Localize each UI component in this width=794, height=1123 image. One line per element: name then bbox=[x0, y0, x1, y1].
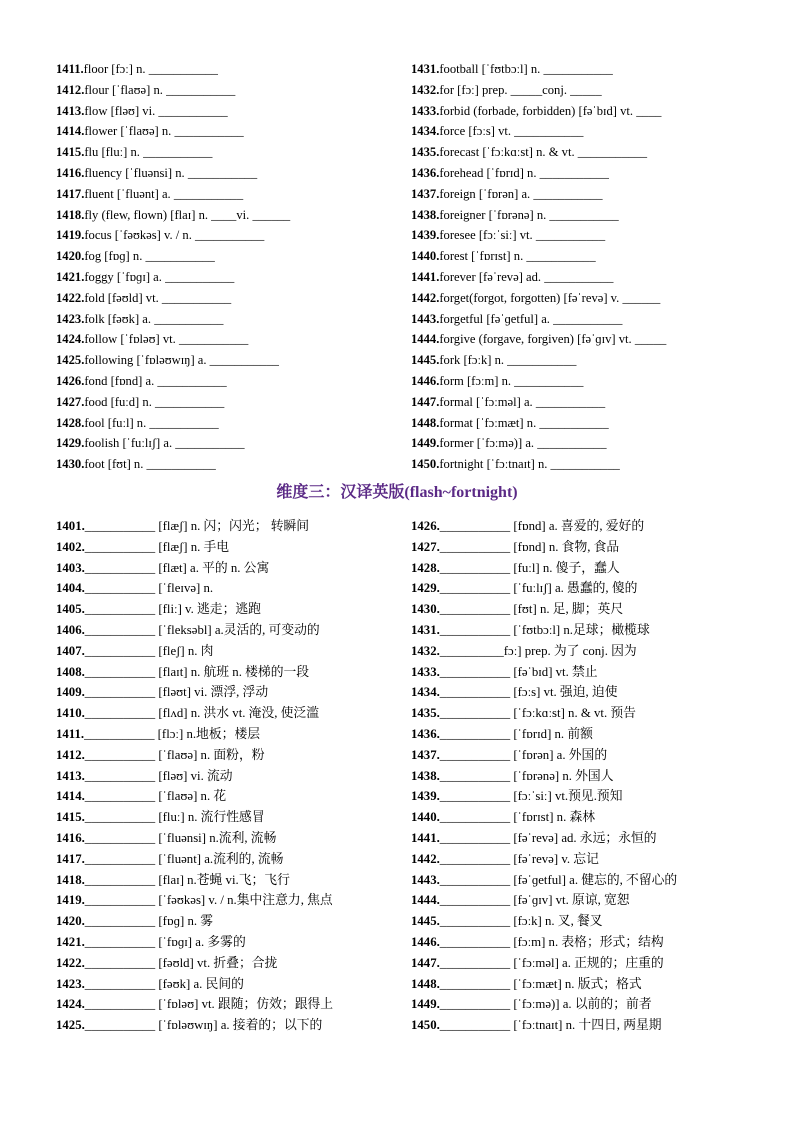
entry-text: fortnight [ˈfɔːtnaɪt] n. ___________ bbox=[439, 457, 620, 472]
entry-number: 1447. bbox=[411, 955, 440, 970]
vocab-entry bbox=[56, 1015, 333, 1036]
vocab-entry bbox=[56, 662, 333, 683]
entry-number: 1437. bbox=[411, 747, 440, 762]
entry-text: ___________ [ˈflaʊə] n. 面粉，粉 bbox=[84, 747, 265, 762]
entry-number: 1441. bbox=[411, 269, 440, 284]
vocab-entry bbox=[411, 454, 666, 475]
entry-text: ___________ [fəˈbɪd] vt. 禁止 bbox=[439, 664, 598, 679]
entry-text: ___________ [fəˈrevə] ad. 永远；永恒的 bbox=[439, 830, 657, 845]
entry-number: 1445. bbox=[411, 914, 440, 929]
entry-text: ___________ [ˈfɔːtnaɪt] n. 十四日, 两星期 bbox=[439, 1018, 662, 1033]
vocab-entry bbox=[56, 371, 290, 392]
entry-text: form [fɔːm] n. ___________ bbox=[439, 373, 584, 388]
entry-text: foresee [fɔːˈsiː] vt. ___________ bbox=[439, 228, 606, 243]
vocab-entry bbox=[56, 578, 333, 599]
vocab-entry bbox=[411, 516, 677, 537]
vocab-entry bbox=[56, 246, 290, 267]
entry-number: 1440. bbox=[411, 810, 440, 825]
entry-text: ___________ [flæt] a. 平的 n. 公寓 bbox=[84, 560, 270, 575]
entry-text: foolish [ˈfuːlɪʃ] a. ___________ bbox=[84, 436, 245, 451]
entry-text: ___________ [fɔːˈsiː] vt.预见.预知 bbox=[439, 789, 623, 804]
entry-text: foreign [ˈfɒrən] a. ___________ bbox=[439, 186, 603, 201]
vocab-entry bbox=[56, 142, 290, 163]
vocab-entry bbox=[411, 288, 666, 309]
entry-text: flower [ˈflaʊə] n. ___________ bbox=[84, 124, 244, 139]
entry-number: 1420. bbox=[56, 249, 85, 264]
vocab-entry bbox=[56, 329, 290, 350]
entry-text: following [ˈfɒləʊwɪŋ] a. ___________ bbox=[84, 353, 279, 368]
entry-number: 1416. bbox=[56, 165, 85, 180]
en-zh-column-left bbox=[56, 59, 290, 475]
vocab-entry bbox=[56, 849, 333, 870]
entry-number: 1419. bbox=[56, 893, 85, 908]
entry-number: 1450. bbox=[411, 457, 440, 472]
vocab-entry bbox=[411, 392, 666, 413]
entry-number: 1403. bbox=[56, 560, 85, 575]
vocab-entry bbox=[56, 413, 290, 434]
vocab-entry bbox=[56, 828, 333, 849]
entry-number: 1426. bbox=[56, 373, 85, 388]
entry-text: ___________ [fliː] v. 逃走；逃跑 bbox=[84, 602, 261, 617]
entry-number: 1438. bbox=[411, 768, 440, 783]
entry-text: forbid (forbade, forbidden) [fəˈbɪd] vt. ____ bbox=[439, 103, 662, 118]
vocab-entry bbox=[411, 932, 677, 953]
vocab-entry bbox=[56, 953, 333, 974]
entry-number: 1430. bbox=[56, 457, 85, 472]
entry-number: 1431. bbox=[411, 62, 440, 76]
entry-text: ___________ [ˈflaʊə] n. 花 bbox=[84, 789, 227, 804]
vocab-entry bbox=[411, 994, 677, 1015]
entry-number: 1429. bbox=[411, 581, 440, 596]
vocab-entry bbox=[56, 870, 333, 891]
vocab-entry bbox=[56, 225, 290, 246]
vocab-entry bbox=[411, 537, 677, 558]
entry-number: 1427. bbox=[56, 394, 85, 409]
vocab-entry bbox=[56, 890, 333, 911]
entry-number: 1415. bbox=[56, 145, 85, 160]
entry-text: ___________ [ˈfluənsi] n.流利, 流畅 bbox=[84, 830, 277, 845]
entry-number: 1428. bbox=[411, 560, 440, 575]
entry-number: 1419. bbox=[56, 228, 85, 243]
entry-number: 1424. bbox=[56, 332, 85, 347]
entry-text: ___________ [ˈfʊtbɔːl] n.足球；橄榄球 bbox=[439, 622, 650, 637]
vocab-entry bbox=[411, 641, 677, 662]
entry-number: 1446. bbox=[411, 934, 440, 949]
entry-number: 1433. bbox=[411, 664, 440, 679]
vocab-entry bbox=[56, 641, 333, 662]
vocab-entry bbox=[411, 59, 666, 80]
vocab-entry bbox=[56, 101, 290, 122]
vocab-entry bbox=[411, 724, 677, 745]
entry-text: ___________ [ˈfɔːmə)] a. 以前的；前者 bbox=[439, 997, 652, 1012]
entry-number: 1448. bbox=[411, 415, 440, 430]
entry-number: 1437. bbox=[411, 186, 440, 201]
entry-number: 1420. bbox=[56, 914, 85, 929]
vocab-entry bbox=[56, 558, 333, 579]
entry-number: 1440. bbox=[411, 249, 440, 264]
entry-text: ___________ [flæʃ] n. 手电 bbox=[84, 539, 230, 554]
vocab-entry bbox=[411, 745, 677, 766]
vocab-entry bbox=[56, 994, 333, 1015]
entry-text: ___________ [ˈfɒləʊ] vt. 跟随；仿效；跟得上 bbox=[84, 997, 334, 1012]
vocab-entry bbox=[56, 745, 333, 766]
entry-text: ___________ [ˈfɒrɪst] n. 森林 bbox=[439, 810, 596, 825]
vocab-entry bbox=[411, 1015, 677, 1036]
entry-text: ___________ [fleʃ] n. 肉 bbox=[84, 643, 214, 658]
vocab-entry bbox=[56, 121, 290, 142]
vocab-entry bbox=[56, 80, 290, 101]
entry-text: fond [fɒnd] a. ___________ bbox=[84, 373, 227, 388]
entry-text: football [ˈfʊtbɔːl] n. ___________ bbox=[439, 62, 613, 76]
entry-number: 1443. bbox=[411, 872, 440, 887]
entry-number: 1415. bbox=[56, 810, 85, 825]
vocab-entry bbox=[56, 350, 290, 371]
entry-text: ___________ [fɔːk] n. 叉, 餐叉 bbox=[439, 914, 603, 929]
vocab-entry bbox=[411, 578, 677, 599]
vocab-entry bbox=[411, 350, 666, 371]
entry-text: ___________ [fɒnd] n. 食物, 食品 bbox=[439, 539, 620, 554]
entry-number: 1428. bbox=[56, 415, 85, 430]
entry-text: ___________ [ˈfɒləʊwɪŋ] a. 接着的；以下的 bbox=[84, 1018, 323, 1033]
entry-text: foggy [ˈfɒɡɪ] a. ___________ bbox=[84, 269, 235, 284]
entry-text: ___________ [fluː] n. 流行性感冒 bbox=[84, 810, 265, 825]
vocab-entry bbox=[56, 163, 290, 184]
vocab-entry bbox=[411, 246, 666, 267]
vocab-entry bbox=[411, 828, 677, 849]
entry-text: floor [fɔː] n. ___________ bbox=[83, 62, 218, 76]
entry-number: 1423. bbox=[56, 311, 85, 326]
entry-number: 1429. bbox=[56, 436, 85, 451]
entry-text: ___________ [ˈfɔːməl] a. 正规的；庄重的 bbox=[439, 955, 664, 970]
vocab-entry bbox=[56, 184, 290, 205]
entry-text: ___________ [ˈfɒrən] a. 外国的 bbox=[439, 747, 608, 762]
entry-number: 1406. bbox=[56, 622, 85, 637]
entry-text: fold [fəʊld] vt. ___________ bbox=[84, 290, 232, 305]
entry-number: 1413. bbox=[56, 103, 85, 118]
entry-text: __________fɔː] prep. 为了 conj. 因为 bbox=[439, 643, 637, 658]
vocab-entry bbox=[56, 267, 290, 288]
vocab-entry bbox=[411, 267, 666, 288]
entry-text: fluent [ˈfluənt] a. ___________ bbox=[84, 186, 244, 201]
entry-number: 1408. bbox=[56, 664, 85, 679]
vocab-entry bbox=[56, 205, 290, 226]
entry-number: 1417. bbox=[56, 186, 85, 201]
vocab-entry bbox=[56, 59, 290, 80]
entry-text: formal [ˈfɔːməl] a. ___________ bbox=[439, 394, 606, 409]
vocab-entry bbox=[411, 974, 677, 995]
vocab-entry bbox=[411, 953, 677, 974]
entry-number: 1401. bbox=[56, 519, 85, 533]
entry-text: ___________ [flaɪt] n. 航班 n. 楼梯的一段 bbox=[84, 664, 310, 679]
vocab-entry bbox=[411, 413, 666, 434]
vocab-entry bbox=[411, 849, 677, 870]
entry-number: 1407. bbox=[56, 643, 85, 658]
entry-number: 1416. bbox=[56, 830, 85, 845]
entry-number: 1446. bbox=[411, 373, 440, 388]
entry-text: ___________ [flɔː] n.地板；楼层 bbox=[84, 726, 261, 741]
entry-text: flour [ˈflaʊə] n. ___________ bbox=[84, 82, 236, 97]
vocab-entry bbox=[56, 932, 333, 953]
vocab-entry bbox=[56, 911, 333, 932]
entry-text: ___________ [fɒɡ] n. 雾 bbox=[84, 914, 214, 929]
vocab-entry bbox=[411, 703, 677, 724]
vocab-entry bbox=[411, 205, 666, 226]
entry-number: 1430. bbox=[411, 602, 440, 617]
entry-text: ___________ [ˈfluənt] a.流利的, 流畅 bbox=[84, 851, 284, 866]
entry-number: 1423. bbox=[56, 976, 85, 991]
entry-text: fly (flew, flown) [flaɪ] n. ____vi. ______ bbox=[84, 207, 291, 222]
entry-text: ___________ [fɔːm] n. 表格；形式；结构 bbox=[439, 934, 664, 949]
entry-number: 1444. bbox=[411, 893, 440, 908]
entry-text: ___________ [flʌd] n. 洪水 vt. 淹没, 使泛滥 bbox=[84, 706, 320, 721]
entry-text: ___________ [fəʊk] a. 民间的 bbox=[84, 976, 244, 991]
entry-number: 1439. bbox=[411, 228, 440, 243]
vocab-entry bbox=[56, 392, 290, 413]
entry-number: 1425. bbox=[56, 353, 85, 368]
entry-text: ___________ [ˈfəʊkəs] v. / n.集中注意力, 焦点 bbox=[84, 893, 333, 908]
entry-text: ___________ [fʊt] n. 足, 脚；英尺 bbox=[439, 602, 624, 617]
vocab-entry bbox=[411, 911, 677, 932]
vocab-entry bbox=[56, 288, 290, 309]
entry-text: flow [fləʊ] vi. ___________ bbox=[84, 103, 228, 118]
entry-number: 1421. bbox=[56, 269, 85, 284]
entry-text: fluency [ˈfluənsi] n. ___________ bbox=[84, 165, 258, 180]
entry-text: follow [ˈfɒləʊ] vt. ___________ bbox=[84, 332, 249, 347]
entry-number: 1425. bbox=[56, 1018, 85, 1033]
entry-number: 1422. bbox=[56, 290, 85, 305]
vocab-entry bbox=[411, 807, 677, 828]
entry-number: 1442. bbox=[411, 290, 440, 305]
entry-number: 1410. bbox=[56, 706, 85, 721]
entry-text: forever [fəˈrevə] ad. ___________ bbox=[439, 269, 614, 284]
entry-number: 1418. bbox=[56, 872, 85, 887]
entry-text: flu [fluː] n. ___________ bbox=[84, 145, 213, 160]
entry-text: foot [fʊt] n. ___________ bbox=[84, 457, 216, 472]
entry-number: 1442. bbox=[411, 851, 440, 866]
vocab-entry bbox=[56, 537, 333, 558]
vocab-entry bbox=[411, 309, 666, 330]
entry-number: 1449. bbox=[411, 436, 440, 451]
entry-text: fork [fɔːk] n. ___________ bbox=[439, 353, 577, 368]
entry-number: 1431. bbox=[411, 622, 440, 637]
entry-text: ___________ [fləʊ] vi. 流动 bbox=[84, 768, 233, 783]
entry-number: 1412. bbox=[56, 82, 85, 97]
vocab-entry bbox=[411, 163, 666, 184]
entry-text: ___________ [ˈfɒrənə] n. 外国人 bbox=[439, 768, 614, 783]
entry-text: fog [fɒɡ] n. ___________ bbox=[84, 249, 215, 264]
vocab-entry bbox=[56, 433, 290, 454]
vocab-entry bbox=[411, 558, 677, 579]
entry-number: 1412. bbox=[56, 747, 85, 762]
entry-number: 1418. bbox=[56, 207, 85, 222]
entry-text: ___________ [ˈfuːlɪʃ] a. 愚蠢的, 傻的 bbox=[439, 581, 638, 596]
zh-en-column-right bbox=[411, 516, 677, 1036]
vocab-entry bbox=[56, 309, 290, 330]
vocab-entry bbox=[56, 807, 333, 828]
entry-text: foreigner [ˈfɒrənə] n. ___________ bbox=[439, 207, 619, 222]
entry-number: 1434. bbox=[411, 124, 440, 139]
entry-number: 1414. bbox=[56, 789, 85, 804]
vocab-entry bbox=[411, 766, 677, 787]
vocab-entry bbox=[56, 974, 333, 995]
entry-text: forest [ˈfɒrɪst] n. ___________ bbox=[439, 249, 596, 264]
entry-text: ___________ [ˈfɔːmæt] n. 版式；格式 bbox=[439, 976, 642, 991]
entry-text: forgive (forgave, forgiven) [fəˈɡɪv] vt. _____ bbox=[439, 332, 667, 347]
entry-number: 1432. bbox=[411, 643, 440, 658]
vocab-entry bbox=[411, 142, 666, 163]
entry-text: ___________ [fəʊld] vt. 折叠；合拢 bbox=[84, 955, 278, 970]
entry-text: food [fuːd] n. ___________ bbox=[84, 394, 225, 409]
entry-text: ___________ [fɔːs] vt. 强迫, 迫使 bbox=[439, 685, 618, 700]
vocab-entry bbox=[56, 620, 333, 641]
entry-number: 1417. bbox=[56, 851, 85, 866]
entry-number: 1404. bbox=[56, 581, 85, 596]
entry-number: 1432. bbox=[411, 82, 440, 97]
entry-number: 1433. bbox=[411, 103, 440, 118]
vocab-entry bbox=[411, 433, 666, 454]
entry-text: forecast [ˈfɔːkɑːst] n. & vt. ___________ bbox=[439, 145, 648, 160]
entry-number: 1445. bbox=[411, 353, 440, 368]
entry-text: ___________ [ˈfɒɡɪ] a. 多雾的 bbox=[84, 934, 246, 949]
entry-number: 1439. bbox=[411, 789, 440, 804]
entry-text: ___________ [ˈfleɪvə] n. bbox=[84, 581, 214, 596]
entry-text: force [fɔːs] vt. ___________ bbox=[439, 124, 584, 139]
vocab-entry bbox=[411, 121, 666, 142]
vocab-entry bbox=[56, 682, 333, 703]
entry-number: 1441. bbox=[411, 830, 440, 845]
entry-text: former [ˈfɔːmə)] a. ___________ bbox=[439, 436, 607, 451]
entry-number: 1450. bbox=[411, 1018, 440, 1033]
entry-number: 1447. bbox=[411, 394, 440, 409]
entry-number: 1424. bbox=[56, 997, 85, 1012]
zh-en-column-left bbox=[56, 516, 333, 1036]
vocab-entry bbox=[411, 371, 666, 392]
vocab-entry bbox=[411, 101, 666, 122]
entry-number: 1411. bbox=[56, 62, 84, 76]
entry-number: 1414. bbox=[56, 124, 85, 139]
entry-text: ___________ [ˈfleksəbl] a.灵活的, 可变动的 bbox=[84, 622, 320, 637]
entry-text: ___________ [fɒnd] a. 喜爱的, 爱好的 bbox=[439, 519, 645, 533]
entry-text: ___________ [fəˈɡetful] a. 健忘的, 不留心的 bbox=[439, 872, 678, 887]
vocab-entry bbox=[411, 620, 677, 641]
entry-number: 1426. bbox=[411, 519, 440, 533]
vocab-entry bbox=[56, 724, 333, 745]
entry-text: ___________ [flæʃ] n. 闪；闪光； 转瞬间 bbox=[84, 519, 310, 533]
entry-number: 1448. bbox=[411, 976, 440, 991]
entry-number: 1438. bbox=[411, 207, 440, 222]
vocab-entry bbox=[56, 454, 290, 475]
entry-text: forehead [ˈfɒrɪd] n. ___________ bbox=[439, 165, 609, 180]
entry-text: ___________ [flaɪ] n.苍蝇 vi.飞；飞行 bbox=[84, 872, 290, 887]
entry-number: 1436. bbox=[411, 726, 440, 741]
entry-text: for [fɔː] prep. _____conj. _____ bbox=[439, 82, 602, 97]
vocab-entry bbox=[411, 662, 677, 683]
vocab-entry bbox=[411, 329, 666, 350]
entry-text: forgetful [fəˈɡetful] a. ___________ bbox=[439, 311, 623, 326]
vocab-entry bbox=[411, 870, 677, 891]
entry-number: 1427. bbox=[411, 539, 440, 554]
entry-number: 1402. bbox=[56, 539, 85, 554]
entry-number: 1421. bbox=[56, 934, 85, 949]
entry-number: 1409. bbox=[56, 685, 85, 700]
entry-number: 1435. bbox=[411, 145, 440, 160]
entry-text: focus [ˈfəʊkəs] v. / n. ___________ bbox=[84, 228, 265, 243]
vocab-entry bbox=[411, 184, 666, 205]
entry-number: 1413. bbox=[56, 768, 85, 783]
entry-text: fool [fuːl] n. ___________ bbox=[84, 415, 219, 430]
entry-number: 1444. bbox=[411, 332, 440, 347]
entry-number: 1405. bbox=[56, 602, 85, 617]
entry-text: ___________ [fəˈɡɪv] vt. 原谅, 宽恕 bbox=[439, 893, 630, 908]
en-zh-column-right bbox=[411, 59, 666, 475]
vocab-entry bbox=[411, 225, 666, 246]
entry-number: 1411. bbox=[56, 726, 85, 741]
entry-text: folk [fəʊk] a. ___________ bbox=[84, 311, 224, 326]
vocab-entry bbox=[56, 599, 333, 620]
vocab-entry bbox=[56, 516, 333, 537]
entry-text: ___________ [ˈfɒrɪd] n. 前额 bbox=[439, 726, 593, 741]
entry-number: 1449. bbox=[411, 997, 440, 1012]
entry-text: forget(forgot, forgotten) [fəˈrevə] v. ______ bbox=[439, 290, 661, 305]
entry-number: 1436. bbox=[411, 165, 440, 180]
entry-text: ___________ [fuːl] n. 傻子，蠢人 bbox=[439, 560, 620, 575]
vocab-entry bbox=[411, 599, 677, 620]
entry-number: 1435. bbox=[411, 706, 440, 721]
vocab-entry bbox=[411, 786, 677, 807]
vocab-entry bbox=[56, 766, 333, 787]
entry-number: 1443. bbox=[411, 311, 440, 326]
entry-number: 1422. bbox=[56, 955, 85, 970]
vocab-entry bbox=[56, 703, 333, 724]
vocab-entry bbox=[56, 786, 333, 807]
entry-text: ___________ [fləʊt] vi. 漂浮, 浮动 bbox=[84, 685, 269, 700]
entry-number: 1434. bbox=[411, 685, 440, 700]
vocab-entry bbox=[411, 890, 677, 911]
vocab-entry bbox=[411, 682, 677, 703]
vocab-entry bbox=[411, 80, 666, 101]
section-title: 维度三：汉译英版(flash~fortnight) bbox=[276, 484, 518, 501]
entry-text: format [ˈfɔːmæt] n. ___________ bbox=[439, 415, 609, 430]
entry-text: ___________ [ˈfɔːkɑːst] n. & vt. 预告 bbox=[439, 706, 636, 721]
entry-text: ___________ [fəˈrevə] v. 忘记 bbox=[439, 851, 599, 866]
